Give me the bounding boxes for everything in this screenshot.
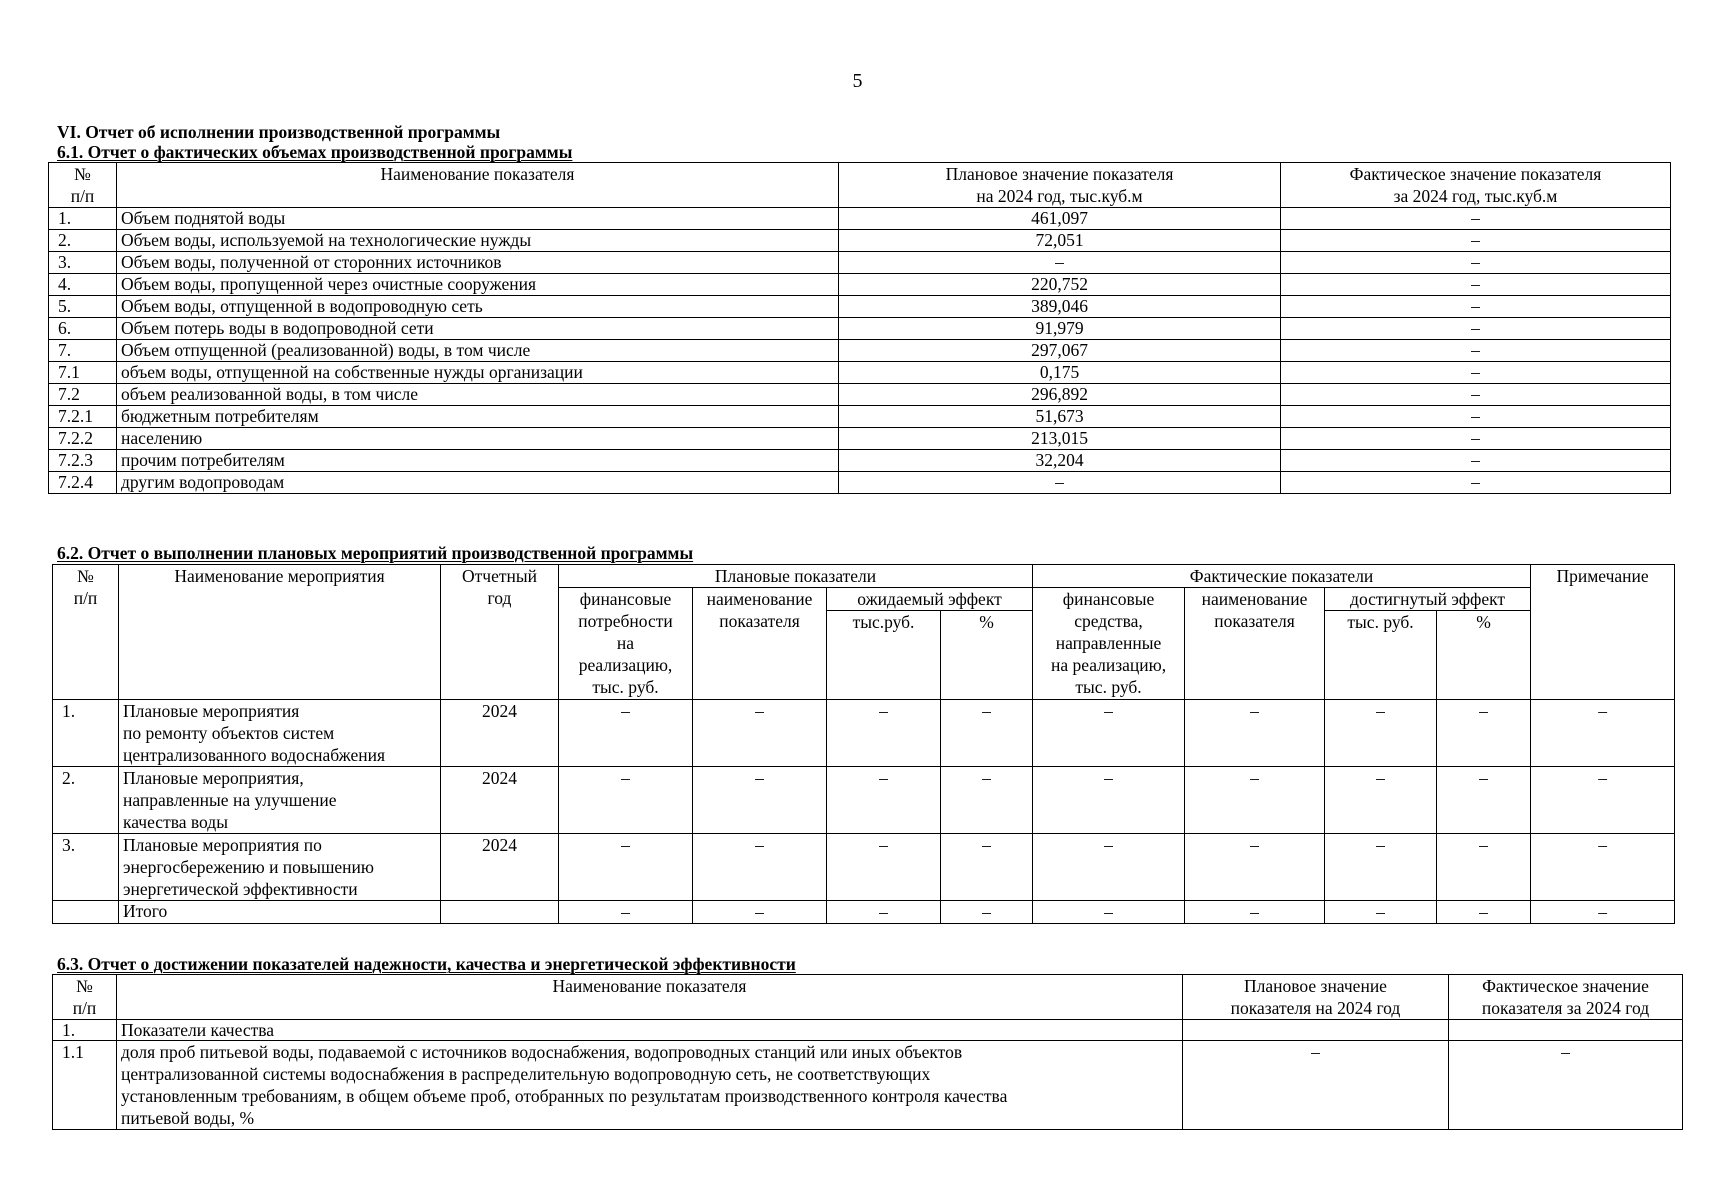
- table-row: [53, 1041, 1683, 1130]
- row-cell: –: [1033, 700, 1185, 767]
- row-year: 2024: [441, 767, 559, 834]
- header-num-line1: №: [77, 566, 94, 586]
- row-plan: [1183, 1020, 1449, 1041]
- row-fact: –: [1281, 362, 1671, 384]
- row-num: 7.2.1: [49, 406, 117, 428]
- header-text-line: тыс. руб.: [592, 677, 659, 697]
- header-num-line1: №: [76, 976, 93, 996]
- header-year: [441, 565, 559, 700]
- row-cell: –: [1185, 767, 1325, 834]
- header-num-line2: п/п: [73, 588, 98, 608]
- header-fact: [1449, 975, 1683, 1020]
- row-cell: –: [559, 700, 693, 767]
- header-text-line: показателя: [1214, 611, 1295, 631]
- row-cell: –: [1033, 834, 1185, 901]
- row-num: 7.2.4: [49, 472, 117, 494]
- table-row: [49, 252, 1671, 274]
- row-cell: –: [1325, 700, 1437, 767]
- row-name: Показатели качества: [117, 1020, 1183, 1041]
- row-name: Объем отпущенной (реализованной) воды, в том числе: [117, 340, 839, 362]
- row-fact: –: [1281, 428, 1671, 450]
- header-plan-line2: на 2024 год, тыс.куб.м: [976, 186, 1143, 206]
- header-fact-indicator: [1185, 588, 1325, 700]
- total-cell: –: [827, 901, 941, 924]
- row-num: 5.: [49, 296, 117, 318]
- table-row: [49, 472, 1671, 494]
- row-plan: 213,015: [839, 428, 1281, 450]
- row-name: Объем воды, используемой на технологические нужды: [117, 230, 839, 252]
- row-name-line: питьевой воды, %: [121, 1108, 255, 1128]
- row-year: 2024: [441, 834, 559, 901]
- row-name: [117, 1041, 1183, 1130]
- table-row: [49, 340, 1671, 362]
- row-num: 7.2: [49, 384, 117, 406]
- row-cell: –: [827, 767, 941, 834]
- row-fact: –: [1281, 208, 1671, 230]
- table-row: [49, 230, 1671, 252]
- row-plan: 297,067: [839, 340, 1281, 362]
- header-fact-line2: показателя за 2024 год: [1481, 998, 1650, 1018]
- header-num: [53, 975, 117, 1020]
- header-text-line: показателя: [719, 611, 800, 631]
- header-plan-rub: тыс.руб.: [827, 611, 941, 700]
- row-num: 6.: [49, 318, 117, 340]
- row-name-line: централизованной системы водоснабжения в распределительную водопроводную сеть, не соответствующих: [121, 1064, 931, 1084]
- row-name: объем воды, отпущенной на собственные нужды организации: [117, 362, 839, 384]
- header-plan-fin: [559, 588, 693, 700]
- row-name: [119, 834, 441, 901]
- total-cell: –: [1185, 901, 1325, 924]
- total-row: [53, 901, 1675, 924]
- row-name: [119, 700, 441, 767]
- table-row: [49, 450, 1671, 472]
- row-plan: 461,097: [839, 208, 1281, 230]
- row-cell: –: [827, 834, 941, 901]
- header-year-line2: год: [487, 588, 512, 608]
- header-text-line: реализацию,: [578, 655, 673, 675]
- row-name: [119, 767, 441, 834]
- row-plan: –: [1183, 1041, 1449, 1130]
- page-number: 5: [852, 70, 863, 92]
- header-plan-indicator: [693, 588, 827, 700]
- row-name: Объем потерь воды в водопроводной сети: [117, 318, 839, 340]
- header-plan-group: Плановые показатели: [559, 565, 1033, 588]
- total-cell: –: [559, 901, 693, 924]
- row-plan: 389,046: [839, 296, 1281, 318]
- row-cell: –: [559, 767, 693, 834]
- header-text-line: финансовые: [1062, 589, 1155, 609]
- total-cell: –: [1437, 901, 1531, 924]
- row-num: 3.: [49, 252, 117, 274]
- total-cell: –: [1531, 901, 1675, 924]
- row-cell: –: [1437, 767, 1531, 834]
- row-fact: –: [1281, 296, 1671, 318]
- row-name: другим водопроводам: [117, 472, 839, 494]
- row-cell: –: [1437, 700, 1531, 767]
- row-name-line: энергетической эффективности: [123, 879, 358, 899]
- row-cell: –: [1325, 834, 1437, 901]
- row-fact: –: [1281, 340, 1671, 362]
- volumes-table: [48, 162, 1671, 494]
- row-fact: –: [1281, 318, 1671, 340]
- row-name-line: качества воды: [123, 812, 228, 832]
- table-row: [49, 362, 1671, 384]
- row-num: 1.: [53, 1020, 117, 1041]
- row-name-line: Плановые мероприятия,: [123, 768, 304, 788]
- row-fact: –: [1281, 450, 1671, 472]
- header-text-line: наименование: [706, 589, 813, 609]
- row-num: 1.1: [53, 1041, 117, 1130]
- row-plan: –: [839, 252, 1281, 274]
- header-text-line: потребности: [578, 611, 673, 631]
- header-fact-line1: Фактическое значение: [1482, 976, 1649, 996]
- header-fact-pct: %: [1437, 611, 1531, 700]
- header-num-line2: п/п: [70, 186, 95, 206]
- header-fact-rub: тыс. руб.: [1325, 611, 1437, 700]
- row-num: 3.: [53, 834, 119, 901]
- row-name-line: по ремонту объектов систем: [123, 723, 335, 743]
- reliability-table: [52, 974, 1683, 1130]
- total-cell: –: [1325, 901, 1437, 924]
- row-cell: –: [693, 834, 827, 901]
- table-row: [49, 274, 1671, 296]
- row-cell: –: [941, 767, 1033, 834]
- header-text-line: на реализацию,: [1050, 655, 1167, 675]
- header-plan: [839, 163, 1281, 208]
- row-name-line: энергосбережению и повышению: [123, 857, 374, 877]
- t2-title: 6.2. Отчет о выполнении плановых мероприятий производственной программы: [57, 543, 694, 563]
- row-fact: –: [1281, 274, 1671, 296]
- row-num: 4.: [49, 274, 117, 296]
- header-plan-line1: Плановое значение: [1244, 976, 1387, 996]
- row-fact: –: [1449, 1041, 1683, 1130]
- row-cell: –: [693, 767, 827, 834]
- row-num: 7.1: [49, 362, 117, 384]
- row-year: 2024: [441, 700, 559, 767]
- header-plan-line2: показателя на 2024 год: [1230, 998, 1401, 1018]
- row-name: населению: [117, 428, 839, 450]
- row-name-line: установленным требованиям, в общем объеме проб, отобранных по результатам производственного контроля качества: [121, 1086, 1008, 1106]
- row-cell: –: [559, 834, 693, 901]
- header-text-line: направленные: [1055, 633, 1162, 653]
- header-fact-fin: [1033, 588, 1185, 700]
- total-num: [53, 901, 119, 924]
- header-year-line1: Отчетный: [462, 566, 537, 586]
- table-row: [53, 767, 1675, 834]
- row-fact: –: [1281, 472, 1671, 494]
- header-note: Примечание: [1531, 565, 1675, 700]
- table-row: [49, 208, 1671, 230]
- row-plan: 220,752: [839, 274, 1281, 296]
- row-cell: –: [1531, 834, 1675, 901]
- header-fact-group: Фактические показатели: [1033, 565, 1531, 588]
- row-fact: [1449, 1020, 1683, 1041]
- row-plan: 91,979: [839, 318, 1281, 340]
- header-num-line2: п/п: [72, 998, 97, 1018]
- activities-table: [52, 564, 1675, 924]
- row-num: 1.: [49, 208, 117, 230]
- activities-header-row-1: [53, 565, 1675, 588]
- volumes-table-header: [49, 163, 1671, 208]
- row-plan: 72,051: [839, 230, 1281, 252]
- total-label: Итого: [119, 901, 441, 924]
- header-num: [49, 163, 117, 208]
- header-num-line1: №: [74, 164, 91, 184]
- row-name-line: доля проб питьевой воды, подаваемой с источников водоснабжения, водопроводных станций или иных объектов: [121, 1042, 963, 1062]
- row-name: Объем воды, отпущенной в водопроводную сеть: [117, 296, 839, 318]
- row-cell: –: [1531, 700, 1675, 767]
- row-fact: –: [1281, 252, 1671, 274]
- row-fact: –: [1281, 230, 1671, 252]
- header-plan: [1183, 975, 1449, 1020]
- header-plan-line1: Плановое значение показателя: [945, 164, 1174, 184]
- total-cell: –: [693, 901, 827, 924]
- row-cell: –: [1033, 767, 1185, 834]
- row-name: объем реализованной воды, в том числе: [117, 384, 839, 406]
- row-cell: –: [693, 700, 827, 767]
- t1-title: 6.1. Отчет о фактических объемах производственной программы: [57, 142, 573, 162]
- row-num: 2.: [53, 767, 119, 834]
- header-text-line: финансовые: [579, 589, 672, 609]
- row-num: 7.2.3: [49, 450, 117, 472]
- header-name: Наименование показателя: [117, 975, 1183, 1020]
- row-name: Объем воды, пропущенной через очистные сооружения: [117, 274, 839, 296]
- t3-title: 6.3. Отчет о достижении показателей надежности, качества и энергетической эффективности: [57, 954, 796, 974]
- header-text-line: тыс. руб.: [1075, 677, 1142, 697]
- section-title: VI. Отчет об исполнении производственной программы: [57, 122, 501, 142]
- row-cell: –: [1185, 700, 1325, 767]
- header-text-line: на: [616, 633, 635, 653]
- row-name: прочим потребителям: [117, 450, 839, 472]
- reliability-header: [53, 975, 1683, 1020]
- row-cell: –: [1437, 834, 1531, 901]
- row-fact: –: [1281, 406, 1671, 428]
- header-text-line: средства,: [1074, 611, 1143, 631]
- row-name-line: централизованного водоснабжения: [123, 745, 386, 765]
- header-plan-pct: %: [941, 611, 1033, 700]
- row-num: 7.2.2: [49, 428, 117, 450]
- total-cell: –: [1033, 901, 1185, 924]
- row-plan: 0,175: [839, 362, 1281, 384]
- table-row: [49, 428, 1671, 450]
- table-row: [49, 296, 1671, 318]
- header-text-line: наименование: [1201, 589, 1308, 609]
- header-name: Наименование показателя: [117, 163, 839, 208]
- row-plan: 51,673: [839, 406, 1281, 428]
- row-num: 7.: [49, 340, 117, 362]
- row-name-line: направленные на улучшение: [123, 790, 337, 810]
- row-cell: –: [941, 700, 1033, 767]
- table-row: [53, 700, 1675, 767]
- table-row: [49, 384, 1671, 406]
- row-num: 2.: [49, 230, 117, 252]
- header-fact: [1281, 163, 1671, 208]
- row-name-line: Плановые мероприятия по: [123, 835, 322, 855]
- header-fact-line1: Фактическое значение показателя: [1349, 164, 1602, 184]
- row-cell: –: [1531, 767, 1675, 834]
- header-num: [53, 565, 119, 700]
- table-row: [49, 406, 1671, 428]
- row-plan: –: [839, 472, 1281, 494]
- row-cell: –: [941, 834, 1033, 901]
- table-row: [49, 318, 1671, 340]
- row-plan: 32,204: [839, 450, 1281, 472]
- total-cell: –: [941, 901, 1033, 924]
- row-name: бюджетным потребителям: [117, 406, 839, 428]
- table-row: [53, 1020, 1683, 1041]
- row-cell: –: [827, 700, 941, 767]
- row-plan: 296,892: [839, 384, 1281, 406]
- row-name: Объем поднятой воды: [117, 208, 839, 230]
- row-fact: –: [1281, 384, 1671, 406]
- row-cell: –: [1185, 834, 1325, 901]
- row-num: 1.: [53, 700, 119, 767]
- header-plan-effect: ожидаемый эффект: [827, 588, 1033, 611]
- total-year: [441, 901, 559, 924]
- row-name: Объем воды, полученной от сторонних источников: [117, 252, 839, 274]
- row-name-line: Плановые мероприятия: [123, 701, 300, 721]
- header-name: Наименование мероприятия: [119, 565, 441, 700]
- header-fact-effect: достигнутый эффект: [1325, 588, 1531, 611]
- row-cell: –: [1325, 767, 1437, 834]
- header-fact-line2: за 2024 год, тыс.куб.м: [1393, 186, 1558, 206]
- table-row: [53, 834, 1675, 901]
